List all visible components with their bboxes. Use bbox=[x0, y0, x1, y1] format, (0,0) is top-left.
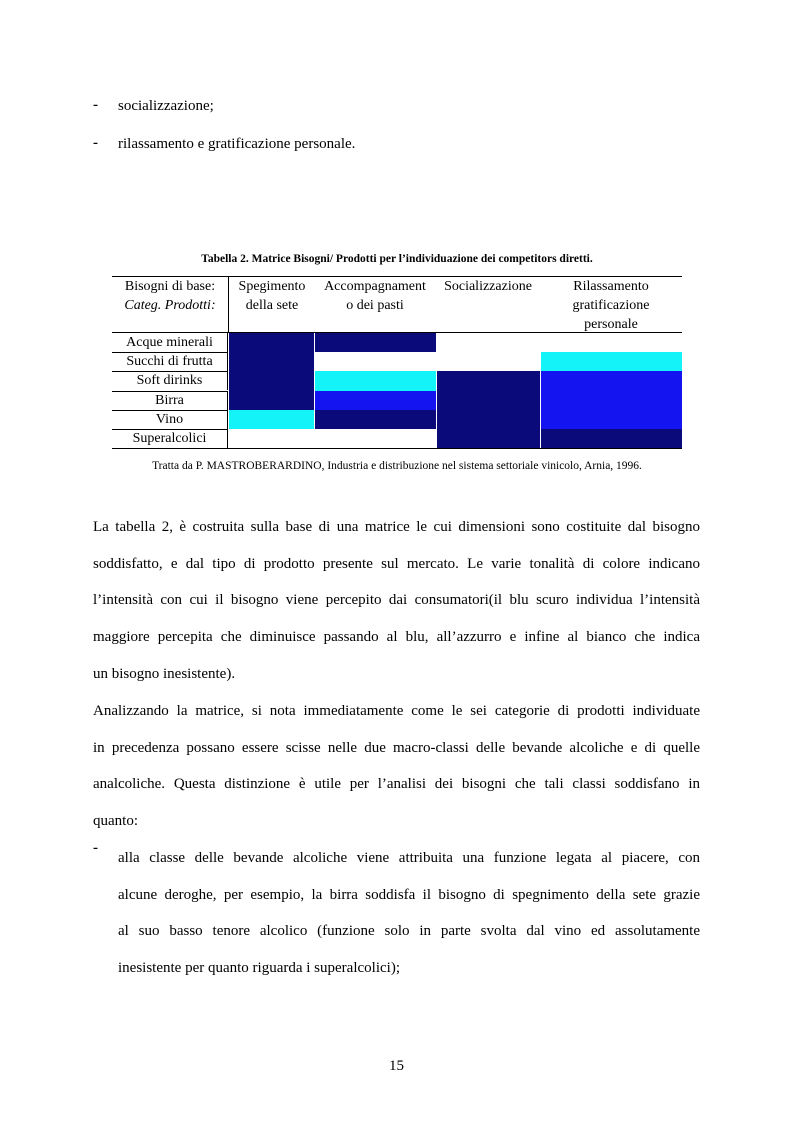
column-header-line: personale bbox=[584, 317, 638, 332]
column-header-socializing bbox=[436, 277, 540, 296]
text-line: inesistente per quanto riguarda i superalcolici); bbox=[118, 960, 400, 977]
column-header-line: Socializzazione bbox=[444, 279, 532, 294]
bullet-text: rilassamento e gratificazione personale. bbox=[118, 136, 356, 152]
text-line: alla classe delle bevande alcoliche viene attribuita una funzione legata al piacere, con bbox=[118, 850, 700, 866]
row-separator bbox=[112, 371, 228, 372]
intensity-cell bbox=[229, 391, 314, 411]
column-header-thirst bbox=[230, 277, 314, 315]
intensity-cell bbox=[437, 333, 540, 353]
intensity-cell bbox=[437, 429, 540, 449]
row-label: Birra bbox=[112, 391, 228, 410]
text-line: maggiore percepita che diminuisce passando al blu, all’azzurro e infine al bianco che indica bbox=[93, 629, 700, 646]
intensity-cell bbox=[229, 352, 314, 372]
intensity-cell bbox=[229, 429, 314, 449]
intensity-cell bbox=[437, 352, 540, 372]
intensity-cell bbox=[229, 371, 314, 391]
text-line: La tabella 2, è costruita sulla base di una matrice le cui dimensioni sono costituite dal bisogno bbox=[93, 519, 700, 535]
intensity-cell bbox=[315, 429, 436, 449]
text-line: quanto: bbox=[93, 813, 138, 830]
intensity-cell bbox=[315, 391, 436, 411]
row-label: Soft dirinks bbox=[112, 371, 228, 390]
corner-header-line: Bisogni di base: bbox=[124, 279, 216, 294]
needs-products-matrix bbox=[112, 276, 682, 449]
column-header-line: Spegimento bbox=[238, 279, 306, 294]
intensity-cell bbox=[541, 352, 682, 372]
column-header-line: della sete bbox=[245, 298, 299, 313]
text-line: al suo basso tenore alcolico (funzione solo in parte svolta dal vino ed assolutamente bbox=[118, 923, 700, 940]
intensity-cell bbox=[315, 410, 436, 430]
corner-header-line: Categ. Prodotti: bbox=[124, 298, 216, 313]
text-line: Analizzando la matrice, si nota immediatamente come le sei categorie di prodotti individuate bbox=[93, 703, 700, 719]
intensity-cell bbox=[315, 333, 436, 353]
table-source: Tratta da P. MASTROBERARDINO, Industria e distribuzione nel sistema settoriale vinicolo, Arnia, 1996. bbox=[152, 460, 642, 472]
column-header-meals bbox=[314, 277, 436, 315]
intensity-cell bbox=[541, 371, 682, 391]
bullet-paragraph bbox=[118, 840, 700, 987]
bullet-dash: - bbox=[93, 840, 98, 856]
text-line: in precedenza possano essere scisse nelle due macro-classi delle bevande alcoliche e di quelle bbox=[93, 739, 700, 756]
column-header-relaxation bbox=[540, 277, 682, 334]
text-line: soddisfatto, e dal tipo di prodotto presente sul mercato. Le varie tonalità di colore indicano bbox=[93, 555, 700, 572]
column-header-line: gratificazione bbox=[572, 298, 650, 313]
intensity-cell bbox=[541, 429, 682, 449]
header-divider bbox=[228, 276, 229, 332]
page-number: 15 bbox=[389, 1058, 404, 1074]
table-bottom-rule bbox=[112, 448, 682, 449]
table-caption: Tabella 2. Matrice Bisogni/ Prodotti per l’individuazione dei competitors diretti. bbox=[201, 253, 593, 265]
intensity-cell bbox=[229, 410, 314, 430]
corner-header bbox=[112, 277, 228, 315]
bullet-dash: - bbox=[93, 135, 98, 151]
text-line: alcune deroghe, per esempio, la birra soddisfa il bisogno di spegnimento della sete grazie bbox=[118, 886, 700, 903]
text-line: analcoliche. Questa distinzione è utile per l’analisi dei bisogni che tali classi soddisfano in bbox=[93, 776, 700, 793]
intensity-cell bbox=[229, 333, 314, 353]
row-label: Vino bbox=[112, 410, 228, 429]
row-label: Succhi di frutta bbox=[112, 352, 228, 371]
intensity-cell bbox=[315, 371, 436, 391]
bullet-dash: - bbox=[93, 97, 98, 113]
paragraph-1 bbox=[93, 509, 700, 693]
text-line: un bisogno inesistente). bbox=[93, 665, 236, 682]
intensity-cell bbox=[437, 410, 540, 430]
row-separator bbox=[112, 391, 228, 392]
row-label: Acque minerali bbox=[112, 333, 228, 352]
row-separator bbox=[112, 352, 228, 353]
column-header-line: Rilassamento bbox=[573, 279, 649, 294]
intensity-cell bbox=[541, 410, 682, 430]
intensity-cell bbox=[437, 391, 540, 411]
intensity-cell bbox=[541, 333, 682, 353]
bullet-text: socializzazione; bbox=[118, 98, 214, 114]
intensity-cell bbox=[315, 352, 436, 372]
intensity-cell bbox=[541, 391, 682, 411]
row-separator bbox=[112, 410, 228, 411]
text-line: l’intensità con cui il bisogno viene percepito dai consumatori(il blu scuro individua l’intensità bbox=[93, 592, 700, 609]
row-label: Superalcolici bbox=[112, 429, 228, 448]
paragraph-2 bbox=[93, 693, 700, 840]
column-header-line: o dei pasti bbox=[346, 298, 404, 313]
column-header-line: Accompagnament bbox=[324, 279, 426, 294]
row-separator bbox=[112, 429, 228, 430]
intensity-cell bbox=[437, 371, 540, 391]
